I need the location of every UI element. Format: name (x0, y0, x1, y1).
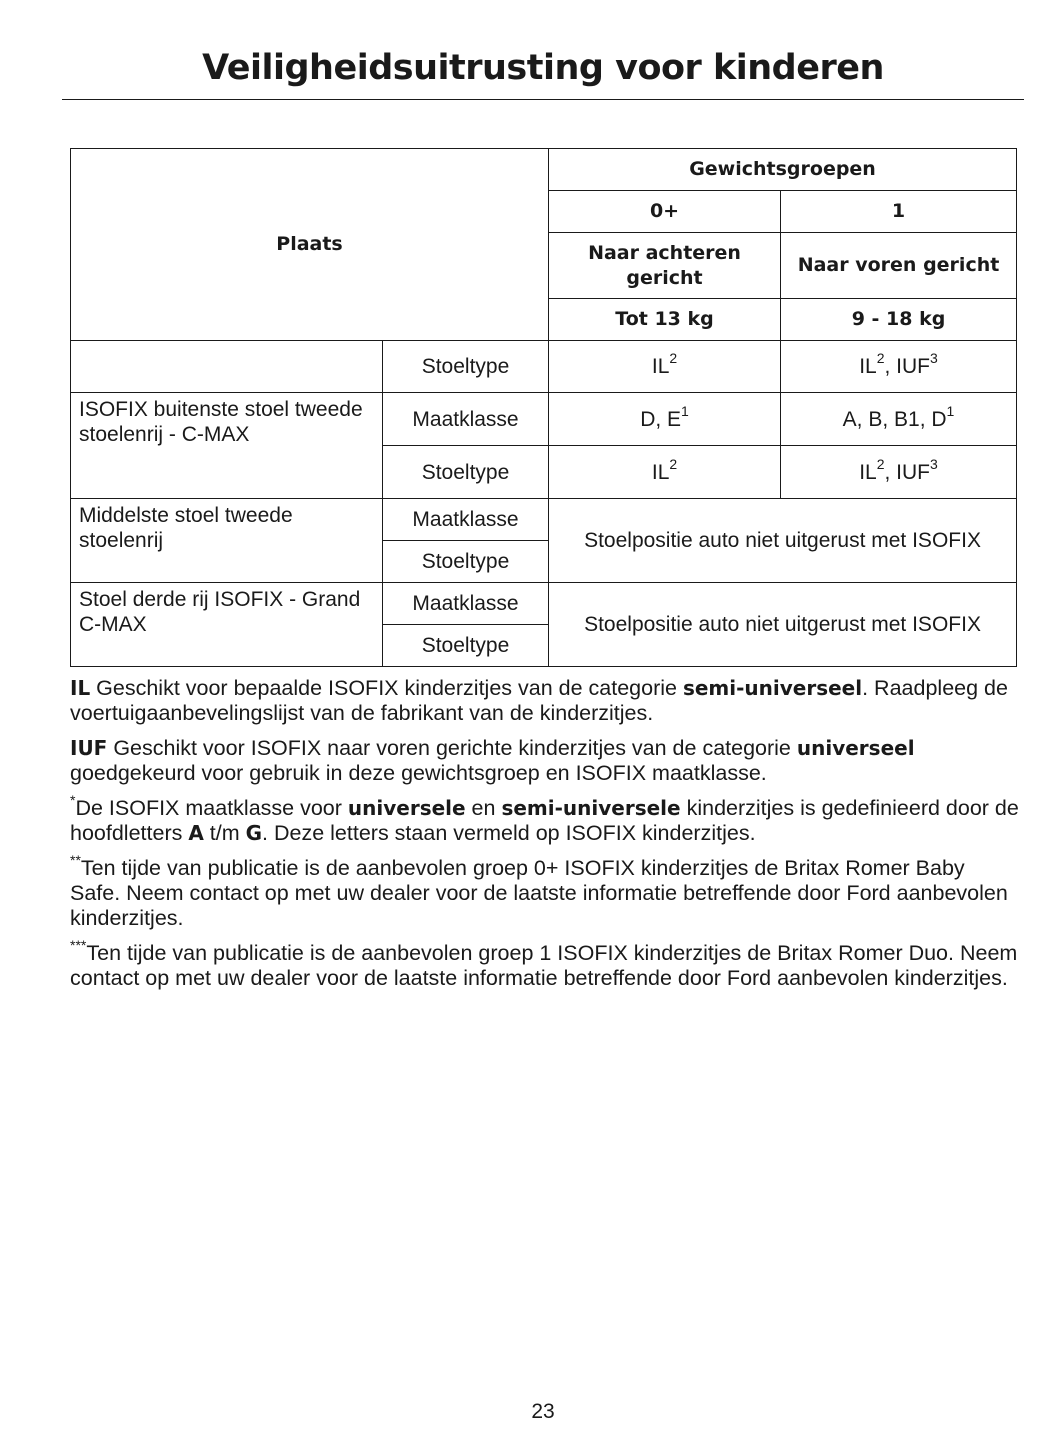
row3-value: Stoelpositie auto niet uitgerust met ISOFIX (549, 499, 1017, 583)
row1-seat (71, 341, 383, 393)
header-weight-1: 9 - 18 kg (781, 299, 1017, 341)
header-orientation-rear: Naar achteren gericht (549, 233, 781, 299)
row3-label-maatklasse: Maatklasse (383, 499, 549, 541)
footnotes (70, 676, 1020, 1001)
table-row (71, 341, 1017, 393)
header-plaats: Plaats (71, 149, 549, 341)
table-row (71, 393, 1017, 446)
row2-seat: ISOFIX buitenste stoel tweede stoelenrij - C-MAX (71, 393, 383, 499)
header-weight-0plus: Tot 13 kg (549, 299, 781, 341)
row3-seat: Middelste stoel tweede stoelenrij (71, 499, 383, 583)
row2-label-stoeltype: Stoeltype (383, 446, 549, 499)
table-row (71, 499, 1017, 541)
page-number: 23 (531, 1400, 555, 1423)
row2-col2-maatklasse: A, B, B1, $D^1$ (781, 393, 1017, 446)
header-orientation-front: Naar voren gericht (781, 233, 1017, 299)
row4-label-stoeltype: Stoeltype (383, 625, 549, 667)
note-il: IL Geschikt voor bepaalde ISOFIX kinderzitjes van de categorie semi-universeel. Raadpleeg de voertuigaanbevelingslijst van de fabrikant van de kinderzitjes. (70, 676, 1008, 725)
note-iuf: IUF Geschikt voor ISOFIX naar voren gerichte kinderzitjes van de categorie universeel goedgekeurd voor gebruik in deze gewichtsgroep en ISOFIX maatklasse. (70, 736, 915, 785)
row2-col1-stoeltype: $IL^2$ (549, 446, 781, 499)
header-gewichtsgroepen: Gewichtsgroepen (549, 149, 1017, 191)
page-title: Veiligheidsuitrusting voor kinderen (202, 48, 884, 88)
note-star2: **Ten tijde van publicatie is de aanbevolen groep 0+ ISOFIX kinderzitjes de Britax Romer Baby Safe. Neem contact op met uw dealer voor de laatste informatie betreffende door Ford aanbevolen kinderzitjes. (70, 851, 1008, 930)
table-row (71, 583, 1017, 625)
title-divider (62, 99, 1024, 100)
note-star3: ***Ten tijde van publicatie is de aanbevolen groep 1 ISOFIX kinderzitjes de Britax Romer Duo. Neem contact op met uw dealer voor de laatste informatie betreffende door Ford aanbevolen kinderzitjes. (70, 936, 1018, 990)
row1-col2: $IL^2$, IUF$^3$ (781, 341, 1017, 393)
header-group-1: 1 (781, 191, 1017, 233)
isofix-table (70, 148, 1017, 667)
row3-label-stoeltype: Stoeltype (383, 541, 549, 583)
row4-label-maatklasse: Maatklasse (383, 583, 549, 625)
header-group-0plus: 0+ (549, 191, 781, 233)
row2-col1-maatklasse: D, $E^1$ (549, 393, 781, 446)
row2-col2-stoeltype: $IL^2$, IUF$^3$ (781, 446, 1017, 499)
row4-value: Stoelpositie auto niet uitgerust met ISOFIX (549, 583, 1017, 667)
row1-label: Stoeltype (383, 341, 549, 393)
row2-label-maatklasse: Maatklasse (383, 393, 549, 446)
note-star1: *De ISOFIX maatklasse voor universele en semi-universele kinderzitjes is gedefinieerd door de hoofdletters A t/m G. Deze letters staan vermeld op ISOFIX kinderzitjes. (70, 791, 1019, 845)
row1-col1: $IL^2$ (549, 341, 781, 393)
row4-seat: Stoel derde rij ISOFIX - Grand C-MAX (71, 583, 383, 667)
